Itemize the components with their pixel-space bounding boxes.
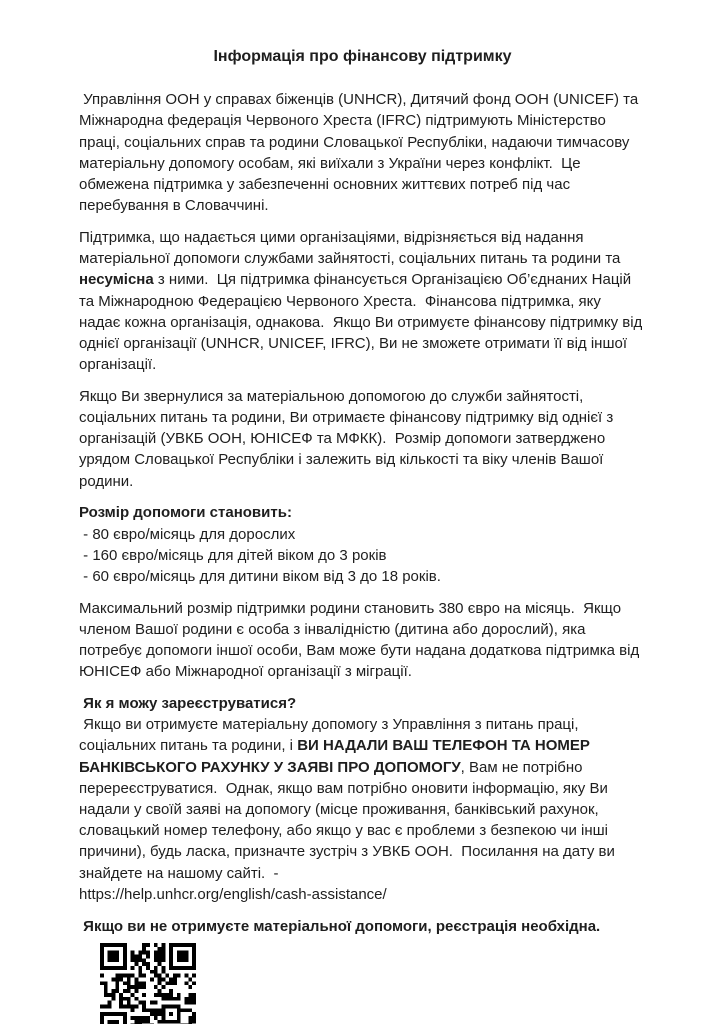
- amount-item-children-under-3: - 160 євро/місяць для дітей віком до 3 років: [79, 546, 387, 564]
- amounts-heading: Розмір допомоги становить:: [79, 504, 292, 522]
- document-title: Інформація про фінансову підтримку: [213, 48, 512, 65]
- qr-code-image: [100, 943, 196, 1024]
- incompatible-bold-word: несумісна: [79, 271, 154, 289]
- amounts-section: [79, 502, 646, 587]
- amount-item-adults: - 80 євро/місяць для дорослих: [79, 525, 296, 543]
- paragraph-incompatibility: [79, 227, 646, 375]
- final-registration-note: Якщо ви не отримуєте матеріальної допомоги, реєстрація необхідна.: [79, 917, 601, 935]
- paragraph-maximum-support: Максимальний розмір підтримки родини становить 380 євро на місяць. Якщо членом Вашої родини є особа з інвалідністю (дитина або дорослий), яка потребує допомоги іншої особи, Вам може бути надана додаткова підтримка від ЮНІСЕФ або Міжнародної організації з міграції.: [79, 599, 644, 681]
- registration-bold-notice: ВИ НАДАЛИ ВАШ ТЕЛЕФОН ТА НОМЕР БАНКІВСЬКОГО РАХУНКУ У ЗАЯВІ ПРО ДОПОМОГУ: [79, 737, 595, 776]
- registration-heading: Як я можу зареєструватися?: [79, 694, 297, 712]
- paragraph-employment-office: Якщо Ви звернулися за матеріальною допомогою до служби зайнятості, соціальних питань та родини, Ви отримаєте фінансову підтримку від однієї з організацій (УВКБ ООН, ЮНІСЕФ та МФКК). Розмір допомоги затверджено урядом Словацької Республіки і залежить від кількості та віку членів Вашої родини.: [79, 387, 618, 490]
- incompatibility-text-post: з ними. Ця підтримка фінансується Організацією Об’єднаних Націй та Міжнародною Федерацією Червоного Хреста. Фінансова підтримка, яку надає кожна організація, однакова. Якщо Ви отримуєте фінансову підтримку від однієї організації (UNHCR, UNICEF, IFRC), Ви не зможете отримати її від іншої організації.: [79, 271, 647, 374]
- registration-url-link[interactable]: https://help.unhcr.org/english/cash-assistance/: [79, 885, 387, 903]
- paragraph-intro: Управління ООН у справах біженців (UNHCR), Дитячий фонд ООН (UNICEF) та Міжнародна федерація Червоного Хреста (IFRC) підтримують Міністерство праці, соціальних справ та родини Словацької Республіки, надаючи тимчасову матеріальну допомогу особам, які виїхали з України через конфлікт. Це обмежена підтримка у забезпеченні основних життєвих потреб під час перебування в Словаччині.: [79, 91, 643, 215]
- registration-text-pre: Якщо ви отримуєте матеріальну допомогу з Управління з питань праці, соціальних питань та родини, і: [79, 716, 583, 755]
- paragraph-registration: [79, 714, 646, 884]
- registration-text-post: , Вам не потрібно перереєструватися. Однак, якщо вам потрібно оновити інформацію, яку Ви надали у своїй заяві на допомогу (місце проживання, банківський рахунок, словацький номер телефону, або якщо у вас є проблеми з безпекою чи інші причини), будь ласка, призначте зустріч з УВКБ ООН. Посилання на дату ви знайдете на нашому сайті. -: [79, 758, 620, 882]
- qr-code: [100, 943, 196, 1024]
- incompatibility-text-pre: Підтримка, що надається цими організаціями, відрізняється від надання матеріальної допомоги службами зайнятості, соціальних питань та родини та: [79, 228, 625, 268]
- amount-item-children-3-to-18: - 60 євро/місяць для дитини віком від 3 до 18 років.: [79, 567, 441, 585]
- registration-section: [79, 693, 646, 905]
